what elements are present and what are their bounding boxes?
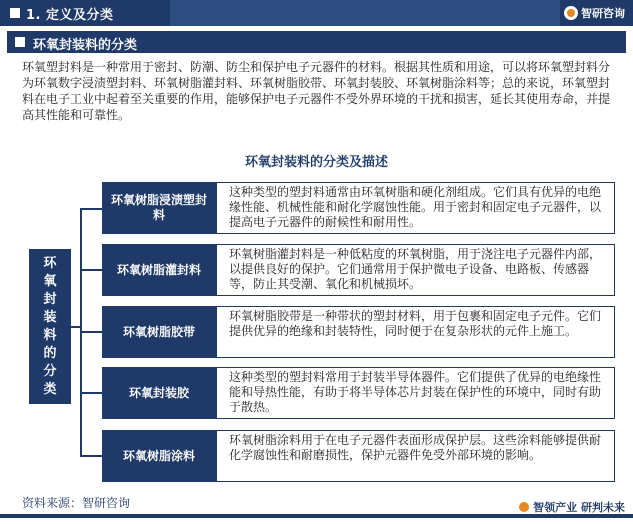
brand-logo <box>564 4 625 22</box>
root-category-label: 环氧封装料的分类 <box>43 255 57 397</box>
source-note: 资料来源：智研咨询 <box>22 496 131 510</box>
description-text: 这种类型的塑封料通常由环氧树脂和硬化剂组成。它们具有优异的电绝缘性能、机械性能和耐化学腐蚀性能。用于密封和固定电子元器件，以提高电子元器件的耐候性和耐用性。 <box>229 185 602 229</box>
category-box <box>102 367 216 419</box>
description-box <box>216 244 615 296</box>
zhiyan-logo-icon <box>564 6 578 20</box>
description-box <box>216 182 615 234</box>
header-section-label: 1. 定义及分类 <box>26 8 114 23</box>
footer-bar <box>0 514 633 518</box>
root-category-box <box>29 249 71 404</box>
description-text: 这种类型的塑封料常用于封装半导体器件。它们提供了优异的电绝缘性能和导热性能，有助于将半导体芯片封装在保护性的环境中，同时有助于散热。 <box>229 370 602 414</box>
section-title: 环氧封装料的分类 <box>33 38 138 53</box>
intro-paragraph: 环氧塑封料是一种常用于密封、防潮、防尘和保护电子元器件的材料。根据其性质和用途，可以将环氧塑封料分为环氧数字浸渍塑封料、环氧树脂灌封料、环氧树脂胶带、环氧封装胶、环氧树脂涂料等；总的来说，环氧塑封料在电子工业中起着至关重要的作用，能够保护电子元器件不受外界环境的干扰和损害，延长其使用寿命，并提高其性能和可靠性。 <box>22 60 611 122</box>
category-label: 环氧树脂胶带 <box>122 324 195 339</box>
description-box <box>216 306 615 358</box>
zhiyan-logo-icon <box>519 502 529 512</box>
category-box <box>102 430 216 482</box>
category-label: 环氧树脂涂料 <box>122 448 195 463</box>
description-box <box>216 367 615 419</box>
square-bullet-icon <box>10 8 20 18</box>
description-text: 环氧树脂涂料用于在电子元器件表面形成保护层。这些涂料能够提供耐化学腐蚀性和耐磨损性，保护元器件免受外部环境的影响。 <box>229 433 602 462</box>
header-stripe <box>170 0 560 26</box>
description-box <box>216 430 615 482</box>
footer-slogan: 智领产业 研判未来 <box>533 501 625 514</box>
square-bullet-icon <box>15 37 25 47</box>
description-text: 环氧树脂胶带是一种带状的塑封材料，用于包裹和固定电子元件。它们提供优异的绝缘和封装特性，同时便于在复杂形状的元件上施工。 <box>229 309 602 338</box>
branch-connector <box>80 331 102 333</box>
category-box <box>102 306 216 358</box>
header-tab <box>0 0 154 26</box>
category-box <box>102 182 216 234</box>
category-label: 环氧树脂浸渍塑封料 <box>110 193 207 222</box>
description-text: 环氧树脂灌封料是一种低粘度的环氧树脂，用于浇注电子元器件内部，以提供良好的保护。它们通常用于保护微电子设备、电路板、传感器等，防止其受潮、氧化和机械损坏。 <box>229 247 602 291</box>
section-title-bar <box>7 31 626 53</box>
diagram-title: 环氧封装料的分类及描述 <box>244 155 388 170</box>
category-box <box>102 244 216 296</box>
branch-connector <box>80 269 102 271</box>
category-label: 环氧树脂灌封料 <box>116 262 201 277</box>
branch-connector <box>80 392 102 394</box>
logo-text: 智研咨询 <box>581 7 625 20</box>
branch-connector <box>80 455 102 457</box>
branch-connector <box>80 208 102 210</box>
footer-brand <box>519 499 625 515</box>
top-header-bar <box>0 0 633 26</box>
category-label: 环氧封装胶 <box>128 385 189 400</box>
